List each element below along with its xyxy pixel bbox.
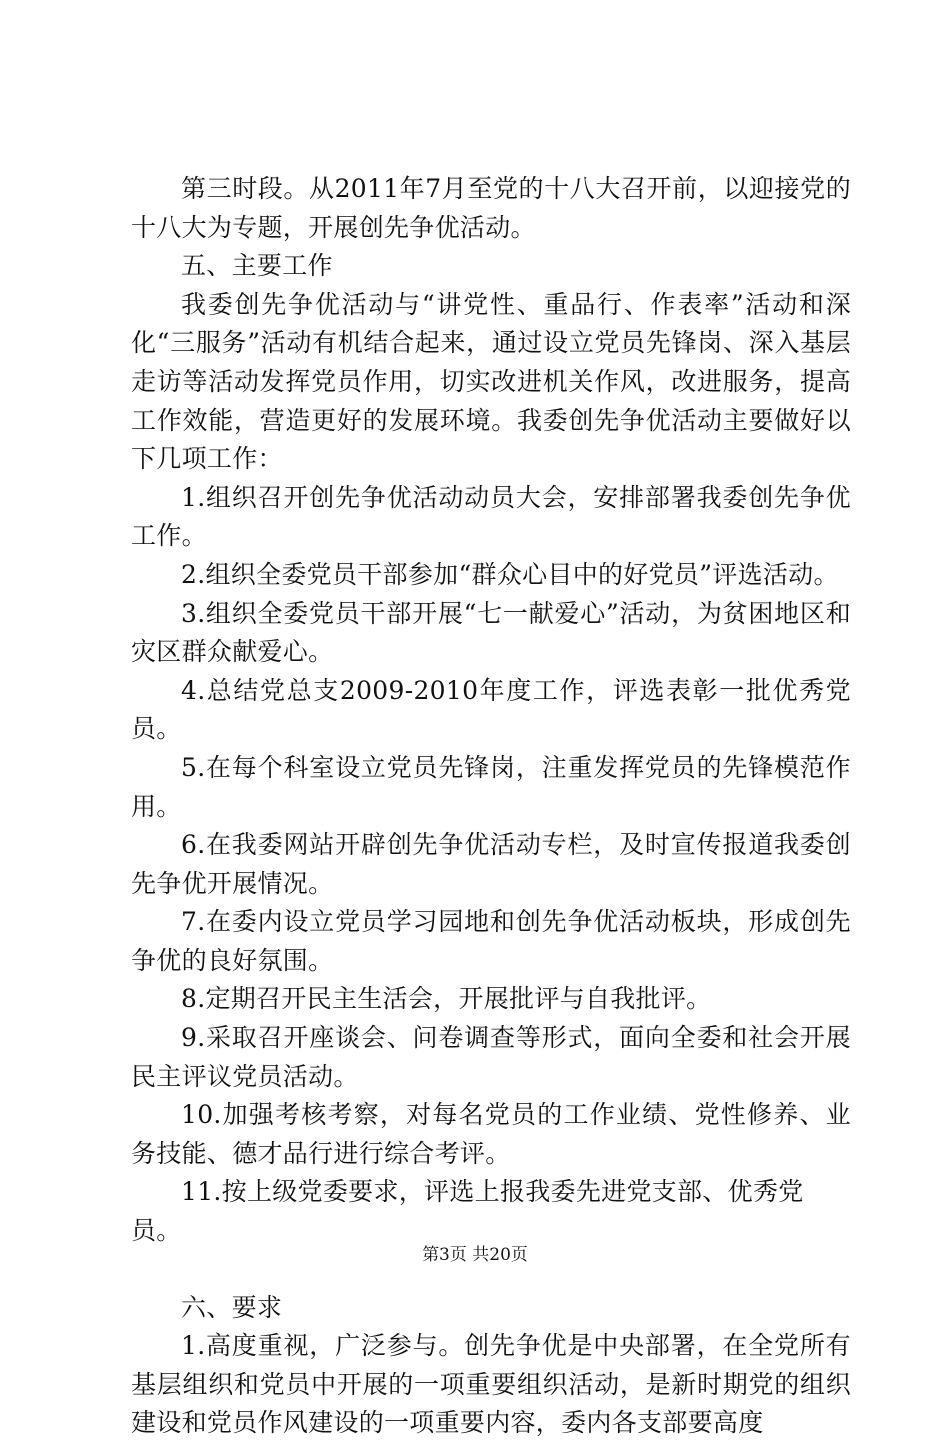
list-item-5: 5.在每个科室设立党员先锋岗，注重发挥党员的先锋模范作用。	[131, 752, 851, 821]
paragraph-requirement-1: 1.高度重视，广泛参与。创先争优是中央部署，在全党所有基层组织和党员中开展的一项重要组织活动，是新时期党的组织建设和党员作风建设的一项重要内容，委内各支部要高度	[131, 1331, 851, 1438]
page-number-footer: 第3页 共20页	[422, 1245, 528, 1265]
paragraph-stage-three: 第三时段。从2011年7月至党的十八大召开前，以迎接党的十八大为专题，开展创先争优活动。	[131, 174, 851, 242]
section-heading-main-work: 五、主要工作	[181, 251, 333, 281]
list-item-6: 6.在我委网站开辟创先争优活动专栏，及时宣传报道我委创先争优开展情况。	[131, 830, 851, 898]
list-item-1: 1.组织召开创先争优活动动员大会，安排部署我委创先争优工作。	[131, 482, 851, 551]
list-item-2: 2.组织全委党员干部参加“群众心目中的好党员”评选活动。	[181, 559, 839, 589]
list-item-7: 7.在委内设立党员学习园地和创先争优活动板块，形成创先争优的良好氛围。	[131, 907, 851, 975]
list-item-9: 9.采取召开座谈会、问卷调查等形式，面向全委和社会开展民主评议党员活动。	[131, 1023, 851, 1091]
section-heading-requirements: 六、要求	[181, 1292, 283, 1322]
paragraph-main-work-intro: 我委创先争优活动与“讲党性、重品行、作表率”活动和深化“三服务”活动有机结合起来，通过设立党员先锋岗、深入基层走访等活动发挥党员作用，切实改进机关作风，改进服务，提高工作效能，营造更好的发展环境。我委创先争优活动主要做好以下几项工作：	[131, 289, 851, 474]
list-item-4: 4.总结党总支2009-2010年度工作，评选表彰一批优秀党员。	[131, 675, 851, 744]
list-item-3: 3.组织全委党员干部开展“七一献爱心”活动，为贫困地区和灾区群众献爱心。	[131, 598, 851, 667]
list-item-11: 11.按上级党委要求，评选上报我委先进党支部、优秀党员。	[131, 1177, 804, 1246]
list-item-10: 10.加强考核考察，对每名党员的工作业绩、党性修养、业务技能、德才品行进行综合考评。	[131, 1100, 851, 1168]
list-item-8: 8.定期召开民主生活会，开展批评与自我批评。	[181, 984, 712, 1014]
